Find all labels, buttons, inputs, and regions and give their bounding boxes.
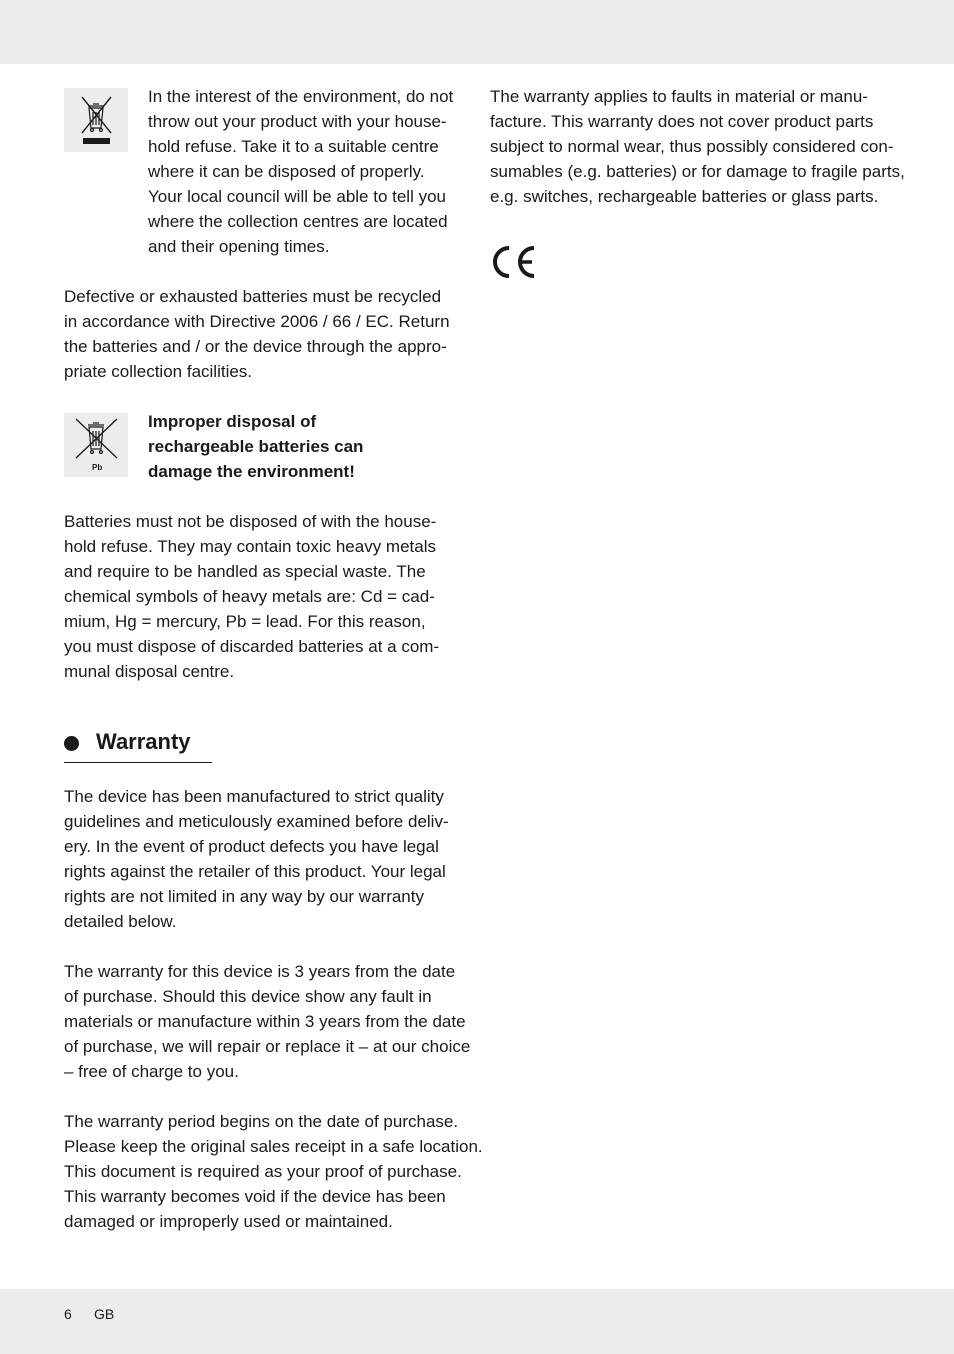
weee-line: throw out your product with your house- (148, 112, 447, 131)
weee-line: hold refuse. Take it to a suitable centre (148, 137, 439, 156)
warranty-line: rights are not limited in any way by our warranty (64, 887, 424, 906)
weee-line: and their opening times. (148, 237, 330, 256)
heavy-metals-line: mium, Hg = mercury, Pb = lead. For this reason, (64, 612, 426, 631)
scope-line: e.g. switches, rechargeable batteries or glass parts. (490, 187, 879, 206)
top-bar (0, 0, 954, 64)
warranty-line: The warranty for this device is 3 years from the date (64, 962, 456, 981)
warranty-line: The warranty period begins on the date of purchase. (64, 1112, 459, 1131)
scope-line: facture. This warranty does not cover product parts (490, 112, 874, 131)
heavy-metals-line: munal disposal centre. (64, 662, 235, 681)
warranty-line: ery. In the event of product defects you have legal (64, 837, 439, 856)
bullet-icon (64, 736, 79, 751)
scope-line: The warranty applies to faults in material or manu- (490, 87, 868, 106)
warranty-paragraph-2 (64, 959, 470, 1084)
weee-bin-icon (64, 88, 128, 152)
warranty-line: This document is required as your proof of purchase. (64, 1162, 462, 1181)
batteries-line: the batteries and / or the device through the appro- (64, 337, 447, 356)
warranty-line: This warranty becomes void if the device has been (64, 1187, 446, 1206)
warranty-line: – free of charge to you. (64, 1062, 239, 1081)
batteries-recycling-paragraph (64, 284, 450, 384)
warranty-scope-paragraph (490, 84, 905, 209)
heavy-metals-line: and require to be handled as special waste. The (64, 562, 426, 581)
heavy-metals-line: chemical symbols of heavy metals are: Cd = cad- (64, 587, 435, 606)
warranty-line: rights against the retailer of this product. Your legal (64, 862, 446, 881)
warranty-paragraph-3 (64, 1109, 483, 1234)
warning-line: rechargeable batteries can (148, 437, 364, 456)
scope-line: sumables (e.g. batteries) or for damage to fragile parts, (490, 162, 905, 181)
warranty-line: guidelines and meticulously examined before deliv- (64, 812, 449, 831)
heavy-metals-line: hold refuse. They may contain toxic heavy metals (64, 537, 436, 556)
warranty-heading-text: Warranty (96, 729, 191, 754)
warranty-heading (64, 728, 212, 763)
heavy-metals-line: Batteries must not be disposed of with the house- (64, 512, 437, 531)
scope-line: subject to normal wear, thus possibly considered con- (490, 137, 894, 156)
warranty-line: detailed below. (64, 912, 177, 931)
warranty-line: Please keep the original sales receipt in a safe location. (64, 1137, 483, 1156)
warranty-line: of purchase, we will repair or replace it – at our choice (64, 1037, 471, 1056)
weee-line: where the collection centres are located (148, 212, 448, 231)
batteries-line: priate collection facilities. (64, 362, 253, 381)
batteries-line: in accordance with Directive 2006 / 66 / EC. Return (64, 312, 450, 331)
warranty-paragraph-1 (64, 784, 449, 934)
heavy-metals-paragraph (64, 509, 439, 684)
page-footer (0, 1289, 954, 1354)
battery-icon-label: Pb (92, 463, 103, 472)
warranty-line: damaged or improperly used or maintained. (64, 1212, 393, 1231)
battery-bin-icon (64, 413, 128, 477)
language-code: GB (94, 1306, 115, 1322)
warranty-line: The device has been manufactured to strict quality (64, 787, 444, 806)
warning-line: Improper disposal of (148, 412, 317, 431)
warning-line: damage the environment! (148, 462, 355, 481)
ce-mark-icon (490, 244, 538, 280)
weee-paragraph (148, 84, 453, 259)
page-number: 6 (64, 1306, 72, 1322)
warranty-line: materials or manufacture within 3 years from the date (64, 1012, 466, 1031)
weee-line: In the interest of the environment, do not (148, 87, 454, 106)
weee-line: where it can be disposed of properly. (148, 162, 425, 181)
weee-line: Your local council will be able to tell you (148, 187, 446, 206)
disposal-warning (148, 409, 363, 484)
heavy-metals-line: you must dispose of discarded batteries at a com- (64, 637, 440, 656)
batteries-line: Defective or exhausted batteries must be recycled (64, 287, 442, 306)
warranty-line: of purchase. Should this device show any fault in (64, 987, 432, 1006)
